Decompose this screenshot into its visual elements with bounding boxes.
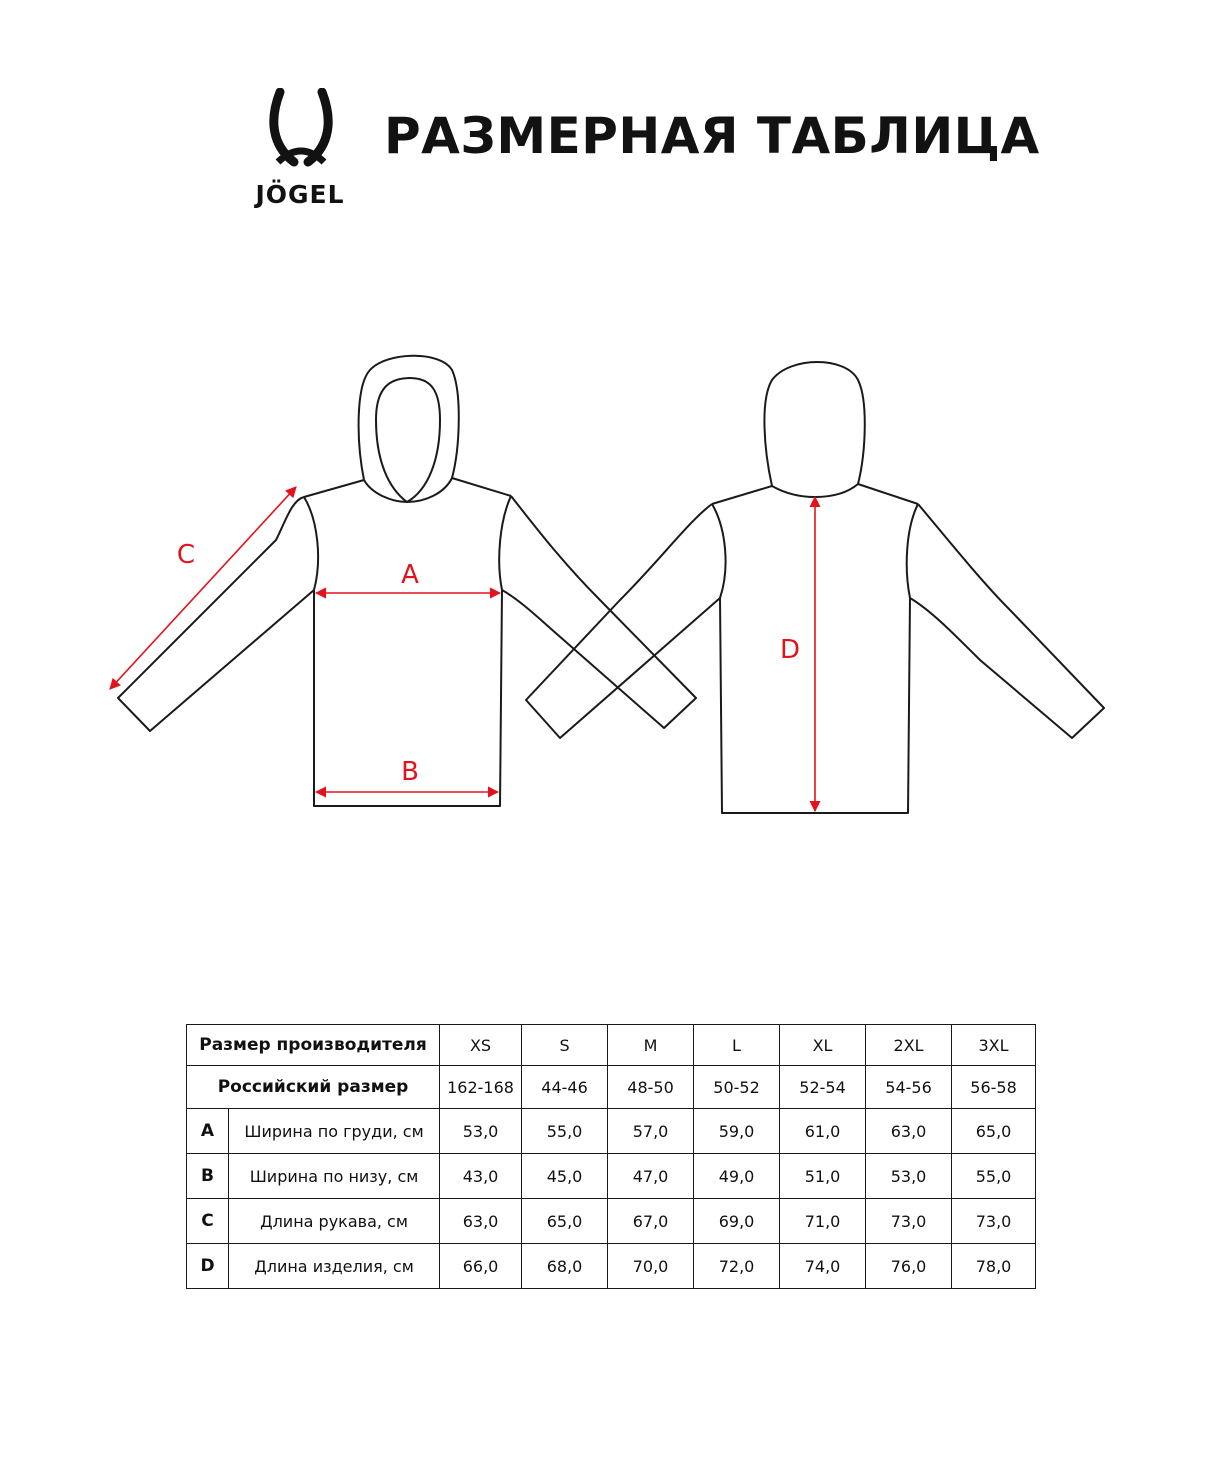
- value-cell: 51,0: [780, 1154, 866, 1199]
- value-cell: 69,0: [694, 1199, 780, 1244]
- size-cell: XL: [780, 1025, 866, 1066]
- value-cell: 65,0: [522, 1199, 608, 1244]
- brand-logo: [238, 88, 362, 208]
- measurement-letter: A: [187, 1109, 229, 1154]
- brand-name: JÖGEL: [255, 180, 345, 208]
- russian-size-cell: 50-52: [694, 1066, 780, 1109]
- russian-size-cell: 44-46: [522, 1066, 608, 1109]
- russian-size-cell: 162-168: [440, 1066, 522, 1109]
- manufacturer-size-row: [187, 1025, 1036, 1066]
- size-cell: S: [522, 1025, 608, 1066]
- value-cell: 53,0: [866, 1154, 952, 1199]
- measurement-label: Ширина по низу, см: [229, 1154, 440, 1199]
- size-cell: 3XL: [952, 1025, 1036, 1066]
- value-cell: 63,0: [440, 1199, 522, 1244]
- value-cell: 74,0: [780, 1244, 866, 1289]
- table-row: [187, 1199, 1036, 1244]
- table-row: [187, 1109, 1036, 1154]
- value-cell: 70,0: [608, 1244, 694, 1289]
- value-cell: 73,0: [952, 1199, 1036, 1244]
- measurement-letter: B: [187, 1154, 229, 1199]
- value-cell: 66,0: [440, 1244, 522, 1289]
- value-cell: 65,0: [952, 1109, 1036, 1154]
- brand-wordmark: [238, 88, 362, 208]
- measurement-label: Ширина по груди, см: [229, 1109, 440, 1154]
- value-cell: 43,0: [440, 1154, 522, 1199]
- value-cell: 73,0: [866, 1199, 952, 1244]
- value-cell: 78,0: [952, 1244, 1036, 1289]
- measure-label-c: C: [176, 540, 196, 570]
- measurement-letter: C: [187, 1199, 229, 1244]
- measurement-label: Длина рукава, см: [229, 1199, 440, 1244]
- russian-size-cell: 48-50: [608, 1066, 694, 1109]
- size-cell: XS: [440, 1025, 522, 1066]
- measure-line-c: [110, 487, 296, 689]
- value-cell: 53,0: [440, 1109, 522, 1154]
- value-cell: 59,0: [694, 1109, 780, 1154]
- measure-label-a: A: [401, 560, 419, 590]
- manufacturer-size-label: Размер производителя: [187, 1025, 440, 1066]
- value-cell: 55,0: [522, 1109, 608, 1154]
- measure-label-b: B: [401, 757, 419, 787]
- value-cell: 68,0: [522, 1244, 608, 1289]
- value-cell: 72,0: [694, 1244, 780, 1289]
- table-row: [187, 1244, 1036, 1289]
- garment-diagrams: [0, 330, 1230, 830]
- russian-size-cell: 52-54: [780, 1066, 866, 1109]
- page-title: РАЗМЕРНАЯ ТАБЛИЦА: [384, 107, 1040, 165]
- value-cell: 63,0: [866, 1109, 952, 1154]
- size-cell: 2XL: [866, 1025, 952, 1066]
- measure-label-d: D: [779, 635, 801, 665]
- measurement-label: Длина изделия, см: [229, 1244, 440, 1289]
- russian-size-cell: 56-58: [952, 1066, 1036, 1109]
- value-cell: 45,0: [522, 1154, 608, 1199]
- value-cell: 55,0: [952, 1154, 1036, 1199]
- value-cell: 76,0: [866, 1244, 952, 1289]
- measurement-letter: D: [187, 1244, 229, 1289]
- value-cell: 47,0: [608, 1154, 694, 1199]
- table-row: [187, 1154, 1036, 1199]
- value-cell: 49,0: [694, 1154, 780, 1199]
- russian-size-cell: 54-56: [866, 1066, 952, 1109]
- size-cell: L: [694, 1025, 780, 1066]
- russian-size-row: [187, 1066, 1036, 1109]
- value-cell: 71,0: [780, 1199, 866, 1244]
- value-cell: 67,0: [608, 1199, 694, 1244]
- value-cell: 57,0: [608, 1109, 694, 1154]
- size-cell: M: [608, 1025, 694, 1066]
- russian-size-label: Российский размер: [187, 1066, 440, 1109]
- size-table: [186, 1024, 1036, 1289]
- value-cell: 61,0: [780, 1109, 866, 1154]
